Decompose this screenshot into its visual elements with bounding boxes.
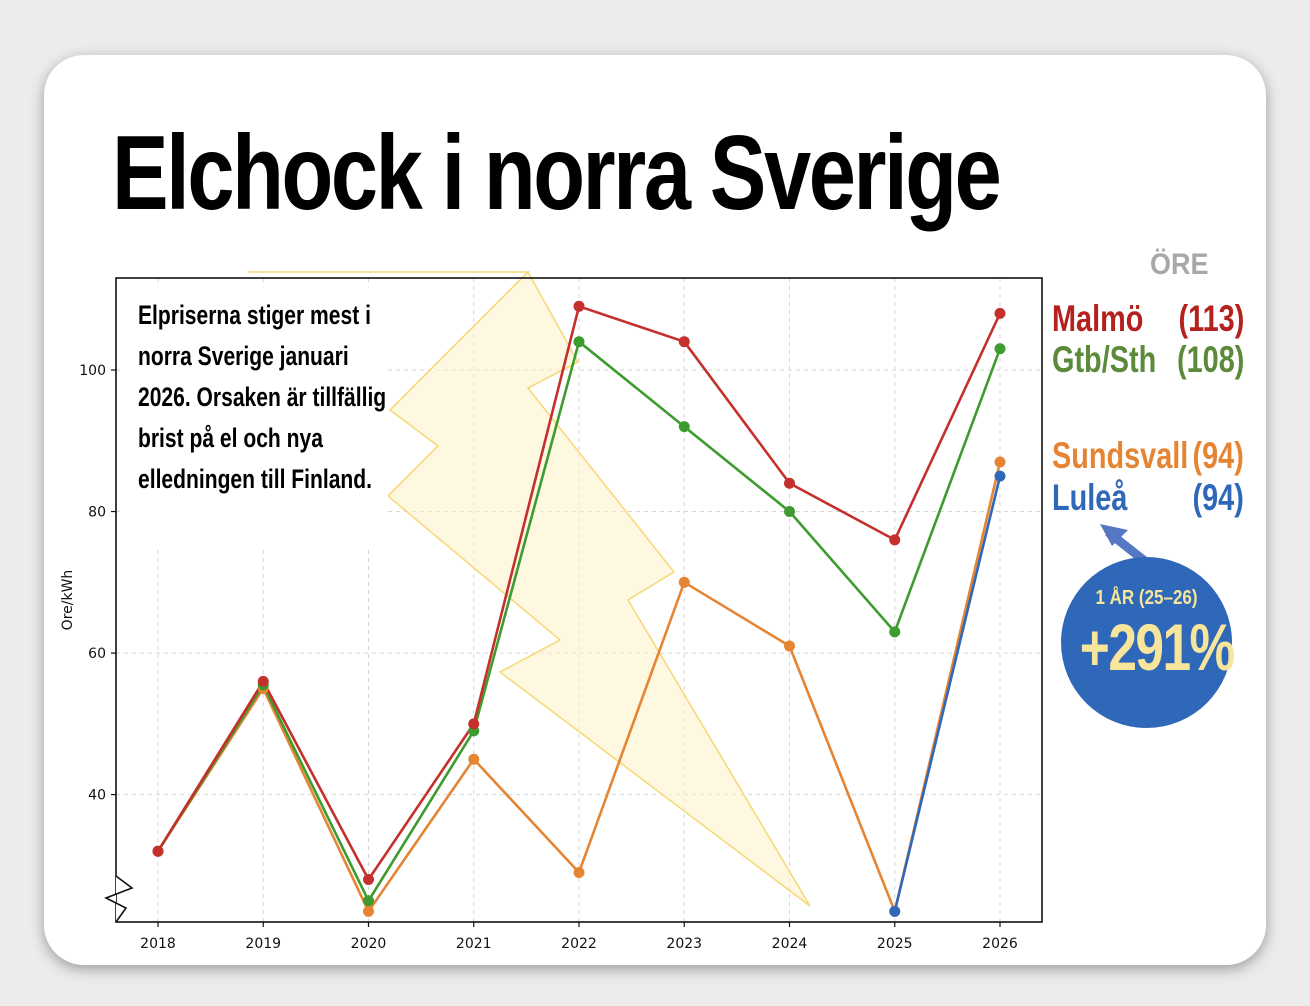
y-axis-label: Ore/kWh xyxy=(60,569,76,631)
data-point xyxy=(995,343,1006,354)
legend-entry-gtb-sth xyxy=(1052,338,1244,382)
x-tick-label: 2022 xyxy=(561,936,597,952)
x-tick-label: 2026 xyxy=(982,936,1018,952)
data-point xyxy=(784,478,795,489)
annotation-text: Elpriserna stiger mest i norra Sverige januari 2026. Orsaken är tillfällig brist på el och nya elledningen till Finland. xyxy=(138,300,387,494)
data-point xyxy=(679,421,690,432)
data-point xyxy=(784,506,795,517)
legend-name: Malmö xyxy=(1052,298,1144,339)
x-tick-label: 2019 xyxy=(245,936,282,952)
series-line xyxy=(895,476,1000,911)
x-tick-label: 2018 xyxy=(140,936,176,952)
x-tick-label: 2025 xyxy=(876,936,913,952)
data-point xyxy=(679,577,690,588)
annotation-box xyxy=(120,287,388,549)
data-point xyxy=(363,895,374,906)
data-point xyxy=(468,754,479,765)
data-point xyxy=(363,906,374,917)
y-tick-label: 60 xyxy=(88,646,106,663)
data-point xyxy=(889,626,900,637)
axis-break-icon xyxy=(106,876,132,922)
legend-name: Gtb/Sth xyxy=(1052,339,1157,380)
data-point xyxy=(889,906,900,917)
x-tick-label: 2021 xyxy=(455,936,492,952)
data-point xyxy=(574,867,585,878)
badge-change: +291% xyxy=(1079,610,1234,684)
legend-value: (113) xyxy=(1178,298,1244,339)
data-point xyxy=(889,534,900,545)
data-point xyxy=(468,718,479,729)
data-point xyxy=(153,846,164,857)
data-point xyxy=(574,301,585,312)
data-point xyxy=(258,676,269,687)
y-tick-label: 40 xyxy=(88,787,106,804)
x-tick-label: 2023 xyxy=(666,936,703,952)
y-tick-label: 100 xyxy=(79,363,106,379)
data-point xyxy=(995,308,1006,319)
x-tick-label: 2020 xyxy=(350,936,387,952)
headline: Elchock i norra Sverige xyxy=(112,114,1000,232)
y-ticks xyxy=(79,363,116,804)
legend-value: (94) xyxy=(1192,435,1244,476)
legend-name: Luleå xyxy=(1052,477,1128,518)
data-point xyxy=(995,471,1006,482)
x-ticks xyxy=(140,922,1018,952)
data-point xyxy=(784,641,795,652)
legend-entry-sundsvall xyxy=(1052,434,1244,478)
y-tick-label: 80 xyxy=(88,504,106,521)
data-point xyxy=(995,457,1006,468)
legend-name: Sundsvall xyxy=(1052,435,1189,476)
data-point xyxy=(574,336,585,347)
data-point xyxy=(679,336,690,347)
data-point xyxy=(363,874,374,885)
change-badge xyxy=(1061,557,1232,728)
legend-entry-malmo xyxy=(1052,297,1244,341)
unit-label: ÖRE xyxy=(1150,248,1209,281)
legend-entry-lulea xyxy=(1052,476,1244,520)
legend-value: (108) xyxy=(1176,339,1244,380)
badge-period: 1 ÅR (25–26) xyxy=(1095,587,1198,609)
x-tick-label: 2024 xyxy=(771,936,808,952)
legend-value: (94) xyxy=(1192,477,1244,518)
